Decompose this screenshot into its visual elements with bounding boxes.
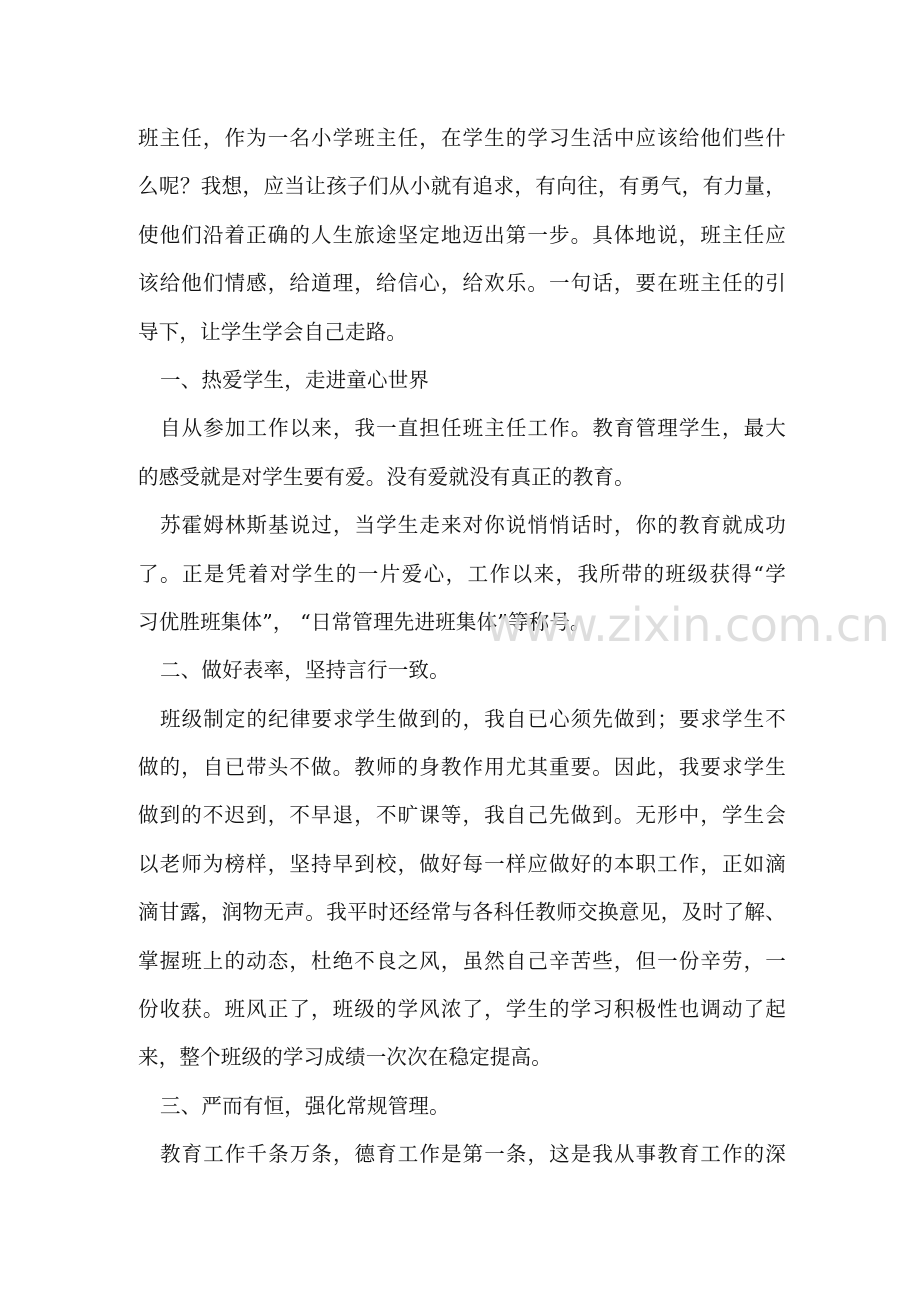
paragraph-line: 来，整个班级的学习成绩一次次在稳定提高。 <box>138 1045 552 1070</box>
paragraph-line: 了。正是凭着对学生的一片爱心，工作以来，我所带的班级获得“学 <box>138 561 786 586</box>
section-heading-2: 二、做好表率，坚持言行一致。 <box>160 658 450 683</box>
paragraph-line: 做到的不迟到，不早退，不旷课等，我自己先做到。无形中，学生会 <box>138 803 786 828</box>
paragraph-line: 导下，让学生学会自己走路。 <box>138 319 408 344</box>
paragraph-line: 滴甘露，润物无声。我平时还经常与各科任教师交换意见，及时了解、 <box>138 900 786 925</box>
paragraph-line: 使他们沿着正确的人生旅途坚定地迈出第一步。具体地说，班主任应 <box>138 222 786 247</box>
paragraph-line: 苏霍姆林斯基说过，当学生走来对你说悄悄话时，你的教育就成功 <box>160 513 786 538</box>
paragraph-line: 的感受就是对学生要有爱。没有爱就没有真正的教育。 <box>138 464 635 489</box>
paragraph-line: 做的，自已带头不做。教师的身教作用尤其重要。因此，我要求学生 <box>138 755 786 780</box>
paragraph-line: 教育工作千条万条，德育工作是第一条，这是我从事教育工作的深 <box>160 1142 786 1167</box>
paragraph-line: 习优胜班集体”， “日常管理先进班集体”等称号。 <box>138 609 591 634</box>
section-heading-3: 三、严而有恒，强化常规管理。 <box>160 1093 450 1118</box>
paragraph-line: 班主任，作为一名小学班主任，在学生的学习生活中应该给他们些什 <box>138 126 786 150</box>
paragraph-line: 么呢？我想，应当让孩子们从小就有追求，有向往，有勇气，有力量， <box>138 174 786 199</box>
paragraph-line: 自从参加工作以来，我一直担任班主任工作。教育管理学生，最大 <box>160 416 786 441</box>
paragraph-line: 以老师为榜样，坚持早到校，做好每一样应做好的本职工作，正如滴 <box>138 851 786 876</box>
paragraph-line: 班级制定的纪律要求学生做到的，我自已心须先做到；要求学生不 <box>160 706 786 731</box>
paragraph-line: 份收获。班风正了，班级的学风浓了，学生的学习积极性也调动了起 <box>138 997 786 1022</box>
paragraph-line: 该给他们情感，给道理，给信心，给欢乐。一句话，要在班主任的引 <box>138 271 786 296</box>
watermark: www.zixin.com.cn <box>486 598 890 652</box>
section-heading-1: 一、热爱学生，走进童心世界 <box>160 367 430 392</box>
paragraph-line: 掌握班上的动态，杜绝不良之风，虽然自己辛苦些，但一份辛劳，一 <box>138 948 786 973</box>
